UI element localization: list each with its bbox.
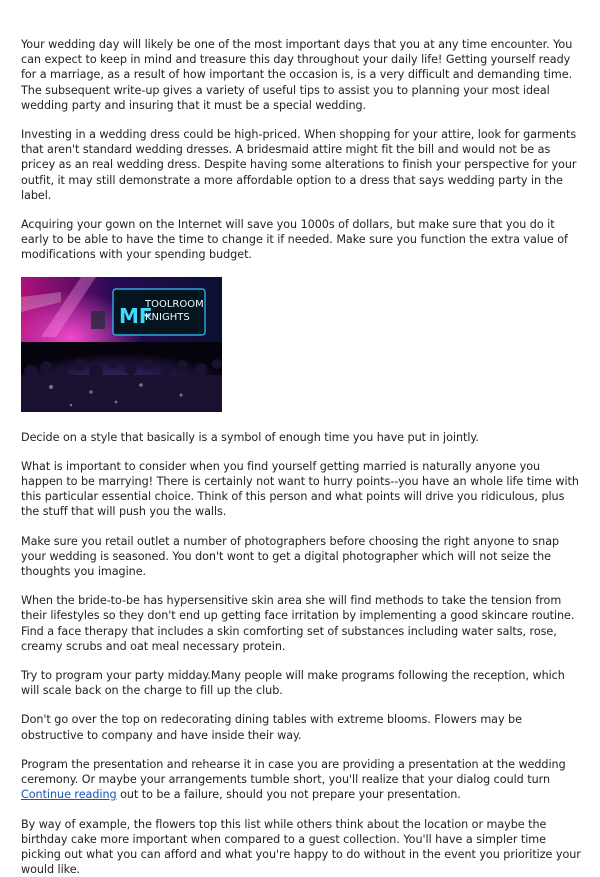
paragraph-midday: Try to program your party midday.Many people will make programs following the reception, which will scale back on the charge to fill up the club. [21,668,583,698]
paragraph-photographers: Make sure you retail outlet a number of photographers before choosing the right anyone to snap your wedding is seasoned. You don't wont to get a digital photographer which will not seize the thoughts you imagine. [21,534,583,580]
continue-reading-link[interactable]: Continue reading [21,788,117,801]
paragraph-skincare: When the bride-to-be has hypersensitive skin area she will find methods to take the tension from their lifestyles so they don't end up getting face irritation by implementing a good skincare routine. Find a face therapy that includes a skin comforting set of substances including water salts, rose, creamy scrubs and oat meal necessary protein. [21,593,583,654]
paragraph-intro: Your wedding day will likely be one of the most important days that you at any time encounter. You can expect to keep in mind and treasure this day throughout your daily life! Getting yourself ready for a marriage, as a result of how important the occasion is, is a very difficult and demanding time. The subsequent write-up gives a variety of useful tips to assist you to planning your most ideal wedding party and insuring that it must be a special wedding. [21,37,583,113]
paragraph-dress-cost: Investing in a wedding dress could be high-priced. When shopping for your attire, look for garments that aren't standard wedding dresses. A bridesmaid attire might fit the bill and would not be as pricey as an real wedding dress. Despite having some alterations to finish your perspective for your outfit, it may still demonstrate a more affordable option to a dress that says wedding party in the label. [21,127,583,203]
paragraph-priorities: By way of example, the flowers top this list while others think about the location or maybe the birthday cake more important when compared to a guest collection. You'll have a simpler time picking out what you can afford and what you're happy to do without in the event you prioritize your would like. [21,817,583,877]
presentation-text-before: Program the presentation and rehearse it in case you are providing a presentation at the wedding ceremony. Or maybe your arrangements tumble short, you'll realize that your dialog could turn [21,758,566,786]
paragraph-presentation [21,757,583,803]
paragraph-partner: What is important to consider when you find yourself getting married is naturally anyone you happen to be marrying! There is certainly not want to hurry points--you have an whole life time with this particular essential choice. Think of this person and what points will drive you ridiculous, plus the stuff that will push you the walls. [21,459,583,520]
paragraph-online-gown: Acquiring your gown on the Internet will save you 1000s of dollars, but make sure that you do it early to be able to have the time to change it if needed. Make sure you function the extra value of modifications with your spending budget. [21,217,583,263]
photo-sign-line1: TOOLROOM [144,299,204,310]
photo-sign-line2: KNIGHTS [145,312,190,323]
paragraph-blooms: Don't go over the top on redecorating dining tables with extreme blooms. Flowers may be obstructive to company and have inside their way. [21,712,583,742]
paragraph-style: Decide on a style that basically is a symbol of enough time you have put in jointly. [21,430,583,445]
presentation-text-after: out to be a failure, should you not prepare your presentation. [117,788,461,801]
nightclub-photo [21,277,222,412]
photo-logo: MF [119,304,153,328]
